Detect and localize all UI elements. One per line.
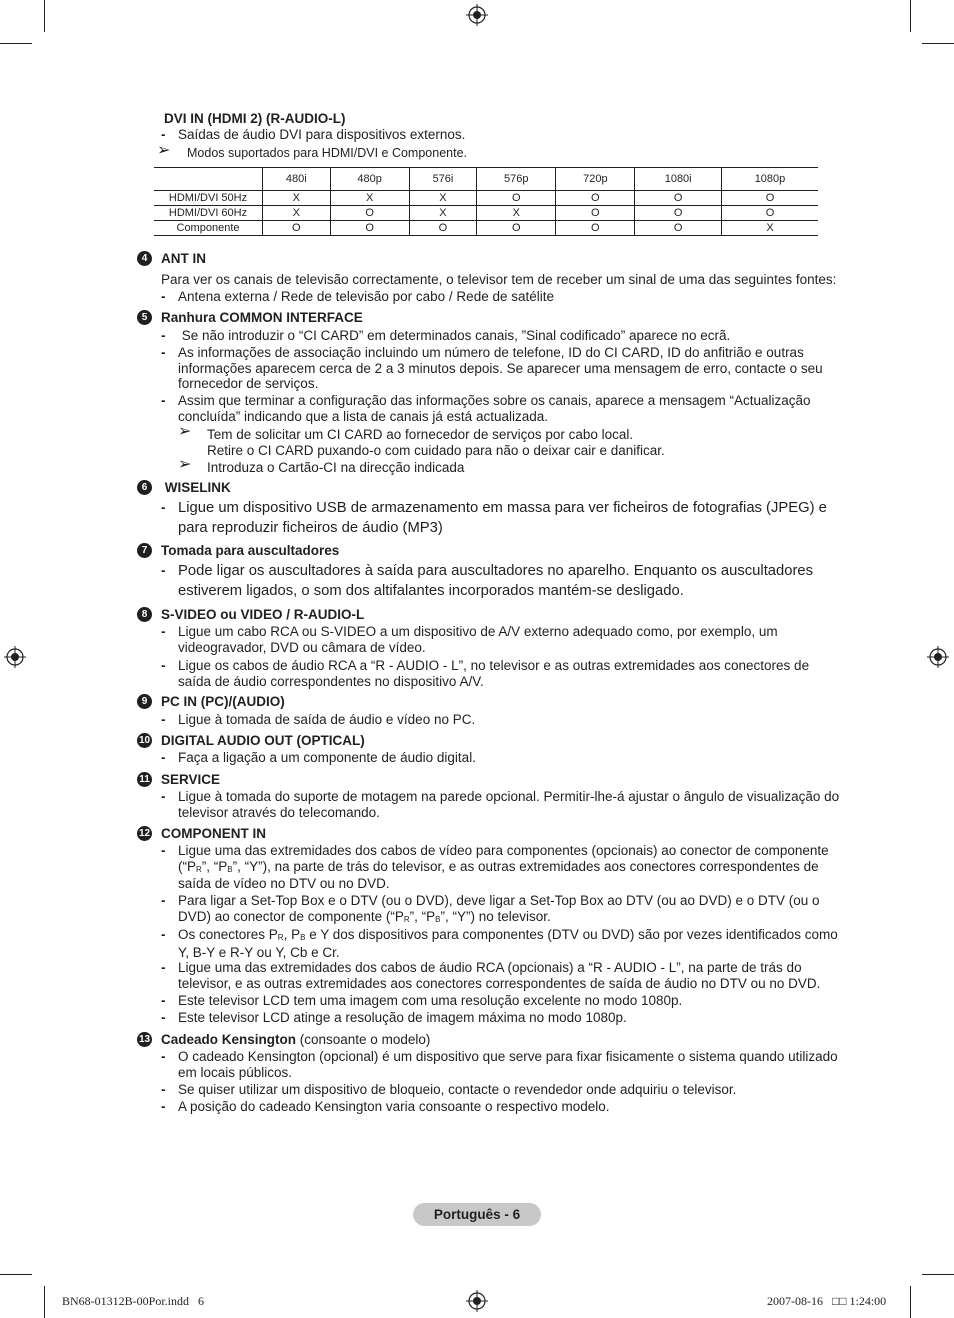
crop-mark [922,43,954,44]
table-cell: HDMI/DVI 50Hz [168,192,248,204]
table-cell: O [477,191,556,206]
table-header-cell: 1080i [635,168,722,191]
section-number-badge: 13 [138,1034,151,1045]
table-cell: Componente [176,222,240,234]
list-item: Este televisor LCD tem uma imagem com uma resolução excelente no modo 1080p. [178,993,683,1008]
crop-mark [44,1286,45,1318]
bullet-dash: - [161,927,166,942]
table-cell: O [409,221,477,236]
registration-mark-icon [466,4,488,26]
table-cell: O [330,221,409,236]
section-heading: COMPONENT IN [161,826,267,841]
list-item: Assim que terminar a configuração das informações sobre os canais, aparece a mensagem “Actualização concluída” indicando que a lista de canais já está actualizada. [178,393,811,424]
section-number-badge: 9 [137,694,152,709]
bullet-dash: - [161,960,166,975]
note-arrow-icon: ➢ [178,456,192,473]
crop-mark [910,1286,911,1318]
bullet-dash: - [161,789,166,804]
table-row [154,221,818,236]
section-number-badge: 6 [137,480,152,495]
list-item: Os conectores $P_R$, $P_B$ e Y dos dispositivos para componentes (DTV ou DVD) são por vezes identificados como Y, B-Y e R-Y ou Y, Cb e Cr. [178,927,838,960]
table-header-cell: 576p [477,168,556,191]
table-cell: O [556,206,635,221]
bullet-dash: - [161,127,166,142]
table-cell: O [635,206,722,221]
print-date: 2007-08-16 □□ 1:24:00 [767,1294,887,1308]
table-header-cell: 1080p [721,168,818,191]
table-cell: O [721,191,818,206]
section-number-badge: 5 [137,310,152,325]
list-item: Ligue uma das extremidades dos cabos de áudio RCA (opcionais) a “R - AUDIO - L”, na parte de trás do televisor, e as outras extremidades aos conectores correspondentes de saída de áudio no DTV ou no DVD. [178,960,821,991]
bullet-dash: - [161,1010,166,1025]
section-heading: DIGITAL AUDIO OUT (OPTICAL) [161,733,365,748]
table-cell: X [330,191,409,206]
file-name: BN68-01312B-00Por.indd 6 [62,1294,205,1308]
section-heading: S-VIDEO ou VIDEO / R-AUDIO-L [161,607,365,622]
note-text: Retire o CI CARD puxando-o com cuidado para não o deixar cair e danificar. [207,443,665,458]
list-item: Faça a ligação a um componente de áudio digital. [178,750,476,765]
table-cell: O [556,221,635,236]
list-item: Ligue os cabos de áudio RCA a “R - AUDIO - L”, no televisor e as outras extremidades aos conectores de saída de áudio correspondentes no dispositivo A/V. [178,658,810,689]
section-number-badge: 11 [137,772,152,787]
bullet-dash: - [161,712,166,727]
list-item: Antena externa / Rede de televisão por cabo / Rede de satélite [178,289,554,304]
list-item: Pode ligar os auscultadores à saída para auscultadores no aparelho. Enquanto os auscultadores estiverem ligados, o som dos altifalantes incorporados mantém-se desligado. [178,563,814,599]
table-cell: HDMI/DVI 60Hz [168,207,248,219]
dvi-heading: DVI IN (HDMI 2) (R-AUDIO-L) [164,111,346,126]
section-heading: Ranhura COMMON INTERFACE [161,310,363,325]
bullet-dash: - [161,750,166,765]
table-header-cell: 576i [409,168,477,191]
bullet-dash: - [161,1082,166,1097]
table-cell: X [263,191,331,206]
list-item: Se não introduzir o “CI CARD” em determinados canais, ”Sinal codificado” aparece no ecrã. [178,328,731,343]
list-item: Ligue uma das extremidades dos cabos de vídeo para componentes (opcionais) ao conector de componente (“$P_R$”, “$P_B$”, “Y”), na parte de trás do televisor, e as outras extremidades aos conectores correspondentes de saída de vídeo no DTV ou no DVD. [178,843,829,891]
table-header-cell [154,168,263,191]
bullet-dash: - [161,993,166,1008]
table-cell: O [556,191,635,206]
bullet-dash: - [161,345,166,360]
section-text: Para ver os canais de televisão correctamente, o televisor tem de receber um sinal de uma das seguintes fontes: [161,272,837,287]
list-item: Ligue um dispositivo USB de armazenamento em massa para ver ficheiros de fotografias (JPEG) e para reproduzir ficheiros de áudio (MP3) [178,500,827,536]
note-text: Introduza o Cartão-CI na direcção indicada [207,460,465,475]
table-header-cell: 720p [556,168,635,191]
note-arrow-icon: ➢ [157,142,171,159]
table-cell: O [721,206,818,221]
table-cell: O [330,206,409,221]
section-number-badge: 12 [138,828,151,839]
list-item: Para ligar a Set-Top Box e o DTV (ou o DVD), deve ligar a Set-Top Box ao DTV (ou ao DVD) e o DTV (ou o DVD) ao conector de componente (“$P_R$”, “$P_B$”, “Y”) no televisor. [178,893,820,924]
table-cell: O [477,221,556,236]
table-header-cell: 480i [263,168,331,191]
bullet-dash: - [161,893,166,908]
bullet-dash: - [161,328,166,343]
list-item: O cadeado Kensington (opcional) é um dispositivo que serve para fixar fisicamente o sistema quando utilizado em locais públicos. [178,1049,838,1080]
section-number-badge: 7 [137,543,152,558]
modes-table [154,167,818,236]
note-text: Tem de solicitar um CI CARD ao fornecedor de serviços por cabo local. [207,427,634,442]
bullet-dash: - [161,500,166,515]
table-header-cell: 480p [330,168,409,191]
dvi-item: Saídas de áudio DVI para dispositivos externos. [178,127,466,142]
table-cell: X [409,206,477,221]
table-cell: X [721,221,818,236]
table-cell: O [635,221,722,236]
bullet-dash: - [161,658,166,673]
bullet-dash: - [161,563,166,578]
table-row [154,206,818,221]
bullet-dash: - [161,393,166,408]
table-cell: O [263,221,331,236]
table-cell: X [263,206,331,221]
bullet-dash: - [161,1049,166,1064]
note-arrow-icon: ➢ [178,423,192,440]
table-header-row [154,168,818,191]
registration-mark-icon [927,646,949,668]
list-item: Este televisor LCD atinge a resolução de imagem máxima no modo 1080p. [178,1010,627,1025]
crop-mark [44,0,45,32]
list-item: Ligue à tomada do suporte de motagem na parede opcional. Permitir-lhe-á ajustar o ângulo de visualização do televisor através do telecomando. [178,789,840,820]
section-heading: Cadeado Kensington (consoante o modelo) [161,1032,431,1047]
table-cell: O [635,191,722,206]
crop-mark [910,0,911,32]
section-number-badge: 10 [138,735,151,746]
list-item: Ligue um cabo RCA ou S-VIDEO a um dispositivo de A/V externo adequado como, por exemplo, um videogravador, DVD ou câmara de vídeo. [178,624,778,655]
list-item: Ligue à tomada de saída de áudio e vídeo no PC. [178,712,476,727]
bullet-dash: - [161,289,166,304]
bullet-dash: - [161,1099,166,1114]
registration-mark-icon [4,646,26,668]
page-number-label: Português - 6 [413,1203,541,1226]
table-cell: X [409,191,477,206]
section-number-badge: 8 [137,607,152,622]
crop-mark [922,1274,954,1275]
table-cell: X [477,206,556,221]
registration-mark-icon [466,1290,488,1312]
section-number-badge: 4 [137,251,152,266]
section-heading: Tomada para auscultadores [161,543,340,558]
list-item: A posição do cadeado Kensington varia consoante o respectivo modelo. [178,1099,610,1114]
crop-mark [0,1274,32,1275]
bullet-dash: - [161,624,166,639]
section-heading: ANT IN [161,251,206,266]
dvi-note: Modos suportados para HDMI/DVI e Componente. [187,146,467,160]
section-heading: SERVICE [161,772,221,787]
section-heading: WISELINK [161,480,231,495]
list-item: Se quiser utilizar um dispositivo de bloqueio, contacte o revendedor onde adquiriu o televisor. [178,1082,737,1097]
list-item: As informações de associação incluindo um número de telefone, ID do CI CARD, ID do anfitrião e outras informações aparecem cerca de 2 a 3 minutos depois. Se aparecer uma mensagem de erro, contacte o seu fornecedor de serviços. [178,345,823,391]
bullet-dash: - [161,843,166,858]
crop-mark [0,43,32,44]
table-row [154,191,818,206]
section-heading: PC IN (PC)/(AUDIO) [161,694,285,709]
